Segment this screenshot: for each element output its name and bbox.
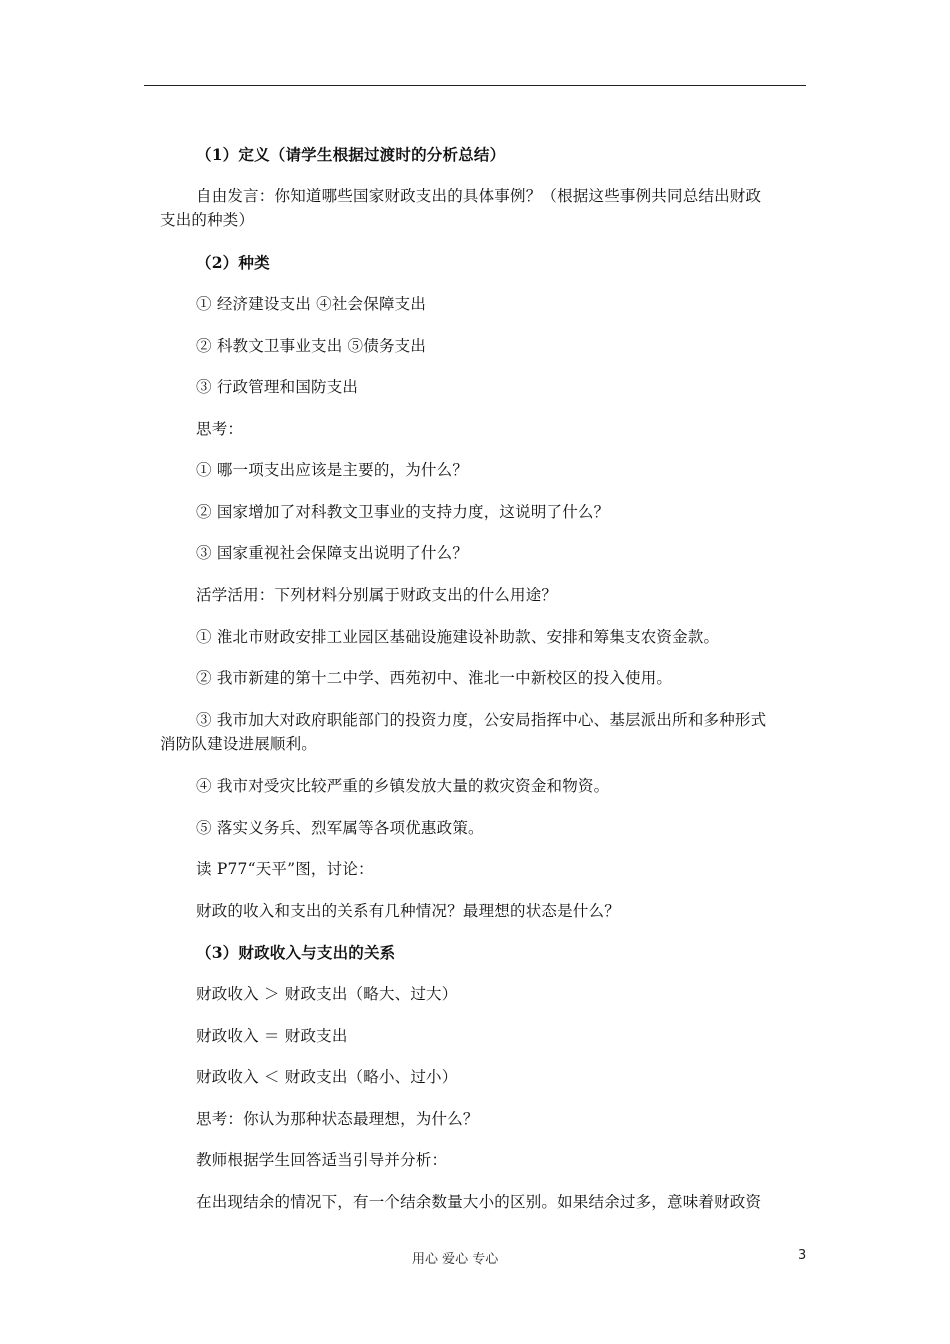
list-item: ③ 行政管理和国防支出 <box>196 378 359 396</box>
heading-relationship: （3）财政收入与支出的关系 <box>196 943 396 962</box>
paragraph-line: 支出的种类） <box>160 211 255 229</box>
relation-line: 财政收入 ＞ 财政支出（略大、过大） <box>196 985 458 1003</box>
paragraph-line: 读 P77“天平”图，讨论： <box>196 860 374 878</box>
list-item: ① 经济建设支出 ④社会保障支出 <box>196 295 427 313</box>
header-rule <box>144 85 806 86</box>
relation-line: 财政收入 ＝ 财政支出 <box>196 1027 348 1045</box>
list-item: ⑤ 落实义务兵、烈军属等各项优惠政策。 <box>196 819 484 837</box>
list-item: ③ 我市加大对政府职能部门的投资力度，公安局指挥中心、基层派出所和多种形式 <box>196 711 767 729</box>
list-item: ① 哪一项支出应该是主要的，为什么？ <box>196 461 469 479</box>
page-number: 3 <box>798 1248 807 1263</box>
list-item: ② 我市新建的第十二中学、西苑初中、淮北一中新校区的投入使用。 <box>196 669 673 687</box>
heading-definition: （1）定义（请学生根据过渡时的分析总结） <box>196 145 506 164</box>
list-item-continuation: 消防队建设进展顺利。 <box>160 735 318 753</box>
relation-line: 财政收入 ＜ 财政支出（略小、过小） <box>196 1068 458 1086</box>
heading-types: （2）种类 <box>196 253 270 272</box>
list-item: ④ 我市对受灾比较严重的乡镇发放大量的救灾资金和物资。 <box>196 777 610 795</box>
paragraph-line: 在出现结余的情况下，有一个结余数量大小的区别。如果结余过多，意味着财政资 <box>196 1193 762 1211</box>
list-item: ② 国家增加了对科教文卫事业的支持力度，这说明了什么？ <box>196 503 610 521</box>
list-item: ① 淮北市财政安排工业园区基础设施建设补助款、安排和筹集支农资金款。 <box>196 628 720 646</box>
list-item: ③ 国家重视社会保障支出说明了什么？ <box>196 544 469 562</box>
list-item: ② 科教文卫事业支出 ⑤债务支出 <box>196 337 427 355</box>
paragraph-line: 活学活用：下列材料分别属于财政支出的什么用途？ <box>196 586 558 604</box>
paragraph-line: 财政的收入和支出的关系有几种情况？最理想的状态是什么？ <box>196 902 620 920</box>
footer-motto: 用心 爱心 专心 <box>412 1252 499 1267</box>
paragraph-line: 思考：你认为那种状态最理想，为什么？ <box>196 1110 479 1128</box>
paragraph-line: 自由发言：你知道哪些国家财政支出的具体事例？（根据这些事例共同总结出财政 <box>196 187 762 205</box>
paragraph-line: 思考： <box>196 420 244 438</box>
paragraph-line: 教师根据学生回答适当引导并分析： <box>196 1151 448 1169</box>
